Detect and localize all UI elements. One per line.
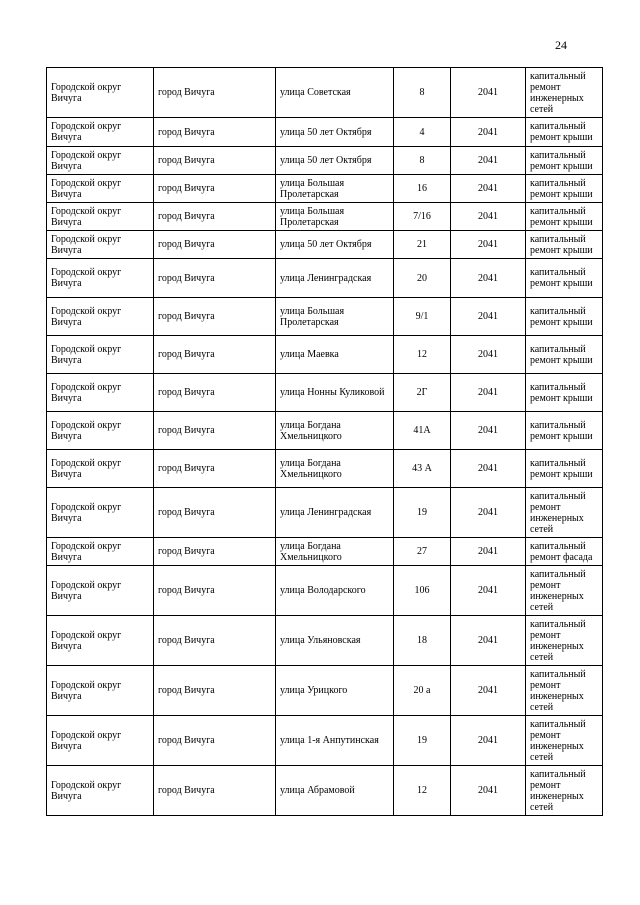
table-row [47,231,603,259]
street-cell: улица Ленинградская [276,488,394,538]
city-cell: город Вичуга [154,259,276,298]
table-row [47,666,603,716]
house-cell: 4 [394,118,451,147]
street-cell: улица 50 лет Октября [276,147,394,175]
house-cell: 106 [394,566,451,616]
house-cell: 43 А [394,450,451,488]
city-cell: город Вичуга [154,68,276,118]
table-row [47,716,603,766]
city-cell: город Вичуга [154,616,276,666]
year-cell: 2041 [451,203,526,231]
work-type-cell: капитальный ремонт инженерных сетей [526,488,603,538]
year-cell: 2041 [451,231,526,259]
house-cell: 8 [394,68,451,118]
house-cell: 20 а [394,666,451,716]
house-cell: 7/16 [394,203,451,231]
year-cell: 2041 [451,766,526,816]
street-cell: улица Маевка [276,336,394,374]
street-cell: улица Урицкого [276,666,394,716]
table-row [47,374,603,412]
district-cell: Городской округ Вичуга [47,118,154,147]
city-cell: город Вичуга [154,147,276,175]
table-row [47,616,603,666]
table-row [47,566,603,616]
district-cell: Городской округ Вичуга [47,203,154,231]
city-cell: город Вичуга [154,374,276,412]
city-cell: город Вичуга [154,450,276,488]
year-cell: 2041 [451,716,526,766]
street-cell: улица Богдана Хмельницкого [276,538,394,566]
work-type-cell: капитальный ремонт крыши [526,259,603,298]
table-row [47,68,603,118]
table-row [47,298,603,336]
district-cell: Городской округ Вичуга [47,374,154,412]
city-cell: город Вичуга [154,231,276,259]
city-cell: город Вичуга [154,412,276,450]
district-cell: Городской округ Вичуга [47,68,154,118]
city-cell: город Вичуга [154,566,276,616]
street-cell: улица Абрамовой [276,766,394,816]
house-cell: 27 [394,538,451,566]
district-cell: Городской округ Вичуга [47,766,154,816]
work-type-cell: капитальный ремонт инженерных сетей [526,68,603,118]
work-type-cell: капитальный ремонт инженерных сетей [526,766,603,816]
year-cell: 2041 [451,450,526,488]
street-cell: улица 50 лет Октября [276,231,394,259]
table-body [47,68,603,816]
year-cell: 2041 [451,538,526,566]
work-type-cell: капитальный ремонт инженерных сетей [526,616,603,666]
city-cell: город Вичуга [154,766,276,816]
district-cell: Городской округ Вичуга [47,566,154,616]
street-cell: улица Большая Пролетарская [276,203,394,231]
work-type-cell: капитальный ремонт крыши [526,203,603,231]
work-type-cell: капитальный ремонт крыши [526,336,603,374]
district-cell: Городской округ Вичуга [47,666,154,716]
city-cell: город Вичуга [154,175,276,203]
house-cell: 21 [394,231,451,259]
street-cell: улица Богдана Хмельницкого [276,450,394,488]
city-cell: город Вичуга [154,666,276,716]
table-row [47,147,603,175]
table-row [47,336,603,374]
district-cell: Городской округ Вичуга [47,412,154,450]
district-cell: Городской округ Вичуга [47,538,154,566]
year-cell: 2041 [451,488,526,538]
district-cell: Городской округ Вичуга [47,336,154,374]
page-number: 24 [555,38,567,52]
district-cell: Городской округ Вичуга [47,450,154,488]
year-cell: 2041 [451,147,526,175]
work-type-cell: капитальный ремонт крыши [526,118,603,147]
district-cell: Городской округ Вичуга [47,259,154,298]
city-cell: город Вичуга [154,538,276,566]
year-cell: 2041 [451,374,526,412]
house-cell: 12 [394,766,451,816]
street-cell: улица 1-я Анпутинская [276,716,394,766]
work-type-cell: капитальный ремонт крыши [526,175,603,203]
year-cell: 2041 [451,68,526,118]
district-cell: Городской округ Вичуга [47,231,154,259]
work-type-cell: капитальный ремонт инженерных сетей [526,566,603,616]
year-cell: 2041 [451,336,526,374]
year-cell: 2041 [451,566,526,616]
table-row [47,259,603,298]
table-row [47,175,603,203]
street-cell: улица Нонны Куликовой [276,374,394,412]
street-cell: улица Володарского [276,566,394,616]
house-cell: 12 [394,336,451,374]
house-cell: 16 [394,175,451,203]
district-cell: Городской округ Вичуга [47,298,154,336]
work-type-cell: капитальный ремонт крыши [526,450,603,488]
district-cell: Городской округ Вичуга [47,488,154,538]
city-cell: город Вичуга [154,336,276,374]
district-cell: Городской округ Вичуга [47,175,154,203]
city-cell: город Вичуга [154,716,276,766]
table-row [47,766,603,816]
table-row [47,118,603,147]
table-row [47,450,603,488]
table-row [47,538,603,566]
table-row [47,488,603,538]
street-cell: улица Богдана Хмельницкого [276,412,394,450]
year-cell: 2041 [451,412,526,450]
table-row [47,412,603,450]
work-type-cell: капитальный ремонт крыши [526,231,603,259]
city-cell: город Вичуга [154,298,276,336]
house-cell: 18 [394,616,451,666]
house-cell: 19 [394,716,451,766]
year-cell: 2041 [451,616,526,666]
district-cell: Городской округ Вичуга [47,616,154,666]
year-cell: 2041 [451,259,526,298]
capital-repair-table [46,67,603,816]
street-cell: улица Большая Пролетарская [276,298,394,336]
house-cell: 41А [394,412,451,450]
house-cell: 20 [394,259,451,298]
year-cell: 2041 [451,666,526,716]
work-type-cell: капитальный ремонт крыши [526,298,603,336]
house-cell: 19 [394,488,451,538]
street-cell: улица 50 лет Октября [276,118,394,147]
work-type-cell: капитальный ремонт крыши [526,147,603,175]
work-type-cell: капитальный ремонт инженерных сетей [526,666,603,716]
city-cell: город Вичуга [154,118,276,147]
street-cell: улица Советская [276,68,394,118]
city-cell: город Вичуга [154,203,276,231]
work-type-cell: капитальный ремонт крыши [526,412,603,450]
house-cell: 8 [394,147,451,175]
year-cell: 2041 [451,298,526,336]
work-type-cell: капитальный ремонт фасада [526,538,603,566]
house-cell: 9/1 [394,298,451,336]
city-cell: город Вичуга [154,488,276,538]
street-cell: улица Ленинградская [276,259,394,298]
year-cell: 2041 [451,175,526,203]
table-row [47,203,603,231]
year-cell: 2041 [451,118,526,147]
district-cell: Городской округ Вичуга [47,716,154,766]
house-cell: 2Г [394,374,451,412]
work-type-cell: капитальный ремонт инженерных сетей [526,716,603,766]
street-cell: улица Ульяновская [276,616,394,666]
street-cell: улица Большая Пролетарская [276,175,394,203]
district-cell: Городской округ Вичуга [47,147,154,175]
work-type-cell: капитальный ремонт крыши [526,374,603,412]
